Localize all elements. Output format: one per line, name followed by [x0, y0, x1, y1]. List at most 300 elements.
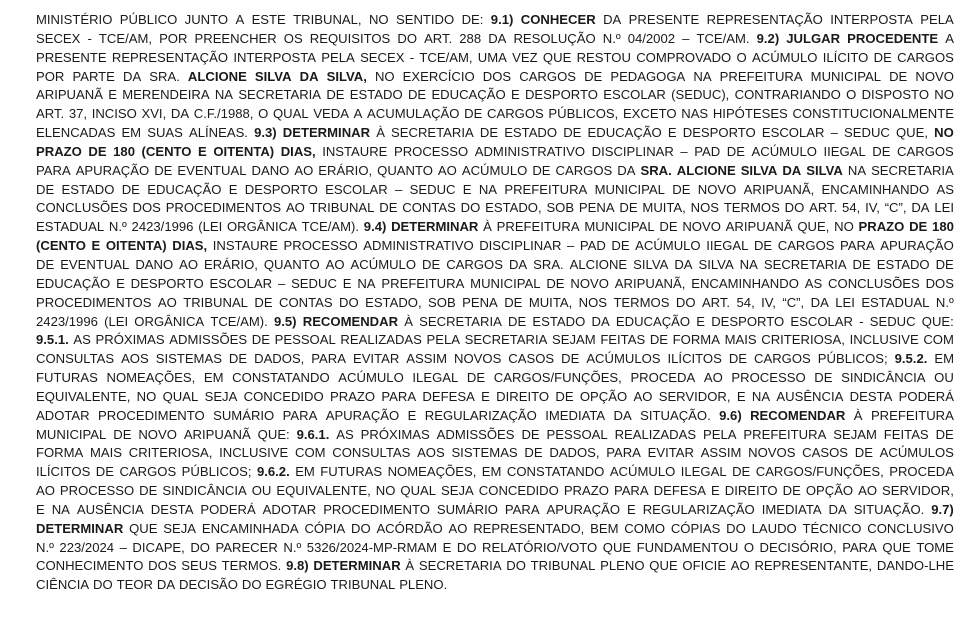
- word: NO: [136, 388, 157, 404]
- word: DISCIPLINAR: [591, 143, 674, 159]
- word: PÚBLICOS,: [548, 106, 619, 122]
- word: TEOR: [116, 577, 153, 593]
- word: QUE: [129, 520, 158, 536]
- word: AOS: [417, 445, 445, 461]
- word: CÓPIAS: [670, 520, 721, 536]
- word: FORMA: [36, 445, 84, 461]
- word: ERÁRIO,: [318, 162, 373, 178]
- word: (LEI: [104, 313, 129, 329]
- word: SITUAÇÃO.: [640, 407, 711, 423]
- word: AUSÊNCIA: [76, 501, 144, 517]
- word: ARIPUANÃ: [36, 87, 103, 103]
- word: PRESENTE: [36, 49, 107, 65]
- word: E: [667, 125, 677, 141]
- bold-word: PRAZO: [858, 219, 905, 235]
- word: AS: [804, 275, 823, 291]
- word: MUITA,: [528, 294, 573, 310]
- word: MAIS: [724, 332, 757, 348]
- word: PROCEDIMENTOS: [165, 200, 282, 216]
- word: NOVO: [682, 219, 721, 235]
- text-line: [36, 256, 954, 275]
- word: FUNDAMENTOU: [636, 539, 739, 555]
- word: DE: [479, 125, 499, 141]
- bold-word: CONHECER: [520, 12, 596, 27]
- bold-word: ALCIONE: [676, 162, 736, 178]
- word: MAIS: [90, 445, 123, 461]
- word: DE: [611, 238, 630, 254]
- word: TCE/AM).: [210, 313, 268, 329]
- word: SOB: [428, 294, 456, 310]
- word: EVENTUAL: [177, 162, 247, 178]
- word: PLENO: [600, 558, 645, 574]
- word: CRITERIOSA,: [761, 332, 845, 348]
- word: ACÚMULO: [461, 162, 528, 178]
- word: OU: [934, 370, 954, 386]
- word: FUTURAS: [320, 464, 383, 480]
- word: ESTADUAL: [861, 294, 930, 310]
- bold-word: 9.7): [931, 501, 954, 517]
- word: O: [846, 87, 857, 103]
- word: ACÓRDÃO: [376, 520, 443, 536]
- word: EM: [934, 351, 954, 367]
- word: ESCOLAR: [209, 275, 273, 291]
- word: SEJA: [441, 483, 474, 499]
- word: DE: [659, 219, 678, 235]
- word: RESTOU: [576, 49, 631, 65]
- word: SECRETARIA: [418, 558, 502, 574]
- word: MERENDEIRA: [122, 87, 210, 103]
- word: LEI: [934, 200, 954, 216]
- word: E: [108, 87, 117, 103]
- word: QUE,: [797, 219, 830, 235]
- bold-word: 9.6): [719, 407, 742, 423]
- word: 2423/1996: [36, 313, 98, 329]
- word: EDUCAÇÃO: [587, 125, 662, 141]
- bold-word: ALCIONE: [187, 68, 247, 84]
- word: CARGOS: [519, 68, 576, 84]
- word: ACÚMULO: [635, 238, 701, 254]
- word: 54,: [736, 294, 755, 310]
- word: AO: [285, 200, 305, 216]
- word: DE: [935, 256, 954, 272]
- word: SECRETARIA: [419, 313, 502, 329]
- word: INTERPOSTA: [233, 49, 317, 65]
- word: CONTAS: [279, 294, 333, 310]
- word: ADOTAR: [262, 501, 317, 517]
- word: UMA: [477, 49, 507, 65]
- word: ACÚMULOS: [879, 445, 954, 461]
- word: DE: [889, 68, 908, 84]
- word: PREFEITURA: [870, 407, 954, 423]
- word: PARA: [504, 501, 540, 517]
- word: ACÚMULOS: [586, 351, 661, 367]
- word: DOS: [132, 200, 161, 216]
- word: SEDUC: [844, 125, 890, 141]
- word: BEM: [590, 520, 619, 536]
- word: PREFEITURA: [381, 275, 465, 291]
- word: QUE: [882, 539, 911, 555]
- word: ESTADO: [61, 181, 115, 197]
- word: PROCEDA: [630, 370, 696, 386]
- word: SRA.: [533, 256, 564, 272]
- text-line: [36, 388, 954, 407]
- word: SECRETARIA: [238, 87, 322, 103]
- word: DA: [591, 313, 610, 329]
- word: DESPORTO: [524, 87, 598, 103]
- word: INCLUSIVE: [849, 332, 919, 348]
- word: EQUIVALENTE,: [276, 483, 371, 499]
- word: 2423/1996: [131, 219, 194, 235]
- word: DE: [154, 162, 173, 178]
- bold-word: E: [91, 238, 101, 254]
- word: DE: [521, 426, 540, 442]
- word: DE: [782, 483, 801, 499]
- bold-word: 180: [113, 143, 135, 159]
- bold-word: (CENTO: [36, 238, 86, 254]
- word: 5326/2024-MP-RMAM: [306, 539, 438, 555]
- word: DO: [460, 200, 481, 216]
- word: NO: [375, 483, 396, 499]
- word: A: [945, 30, 954, 46]
- word: E: [36, 501, 45, 517]
- word: ESTADO: [876, 256, 930, 272]
- word: EM: [295, 464, 315, 480]
- word: SUMÁRIO: [436, 501, 498, 517]
- word: EM: [121, 125, 142, 141]
- word: PARECER: [215, 539, 278, 555]
- word: ENCAMINHADA: [201, 520, 299, 536]
- word: E: [462, 181, 472, 197]
- word: AO: [179, 256, 199, 272]
- word: QUE:: [921, 313, 954, 329]
- word: -: [409, 49, 415, 65]
- bold-word: DIAS,: [280, 143, 316, 159]
- word: DESPORTO: [711, 313, 785, 329]
- bold-word: (CENTO: [141, 143, 192, 159]
- word: REPRESENTAÇÃO: [111, 49, 229, 65]
- word: DE:: [461, 12, 484, 27]
- word: ESTADO,: [485, 200, 542, 216]
- word: DE: [649, 332, 669, 348]
- word: NA: [751, 388, 771, 404]
- word: DESTA: [849, 388, 893, 404]
- bold-word: OITENTA): [213, 143, 275, 159]
- word: LEI: [835, 294, 855, 310]
- word: SEJA: [204, 388, 238, 404]
- word: ACÚMULO: [338, 370, 404, 386]
- word: PENA: [462, 294, 498, 310]
- word: SEDUC: [869, 313, 916, 329]
- word: AS: [73, 332, 91, 348]
- word: CARGOS: [487, 106, 544, 122]
- bold-word: 9.8): [286, 558, 309, 574]
- word: APURAÇÃO: [880, 238, 954, 254]
- word: CONSTATANDO: [506, 464, 605, 480]
- word: MUITA,: [642, 200, 686, 216]
- word: POR: [159, 30, 188, 46]
- word: PEDAGOGA: [610, 68, 686, 84]
- bold-word: E: [198, 143, 207, 159]
- word: XVI,: [141, 106, 167, 122]
- word: CIÊNCIA: [36, 577, 90, 593]
- word: CONTRARIANDO: [734, 87, 841, 103]
- word: O: [258, 106, 269, 122]
- word: DA: [613, 407, 632, 423]
- word: ACÚMULO: [350, 256, 417, 272]
- word: ILEGAL: [412, 370, 459, 386]
- word: AO: [325, 256, 345, 272]
- word: DO: [506, 558, 526, 574]
- word: LAUDO: [751, 520, 797, 536]
- word: O: [736, 49, 747, 65]
- word: PROCEDA: [889, 464, 954, 480]
- word: DE: [464, 106, 483, 122]
- word: À: [853, 407, 863, 423]
- word: PRESENTE: [628, 12, 700, 27]
- text-line: [36, 331, 954, 350]
- word: “C”,: [884, 200, 907, 216]
- word: DO: [241, 577, 262, 593]
- word: COM: [923, 332, 954, 348]
- word: DE: [872, 143, 891, 159]
- word: NOVO: [915, 68, 954, 84]
- word: O: [743, 539, 754, 555]
- word: DE: [466, 370, 486, 386]
- word: ESCOLAR: [603, 87, 666, 103]
- word: EM: [481, 464, 502, 480]
- text-line: [36, 501, 954, 520]
- word: NO: [834, 219, 854, 235]
- word: SEUS: [181, 558, 217, 574]
- word: ESCOLAR: [761, 125, 825, 141]
- word: DESTA: [150, 501, 194, 517]
- word: QUAL: [272, 106, 309, 122]
- word: SECRETARIA: [763, 256, 847, 272]
- word: ALCIONE: [569, 256, 628, 272]
- word: NOMEAÇÕES,: [387, 464, 477, 480]
- bold-word: SILVA,: [326, 68, 367, 84]
- word: TRIBUNAL: [309, 200, 375, 216]
- word: ADMISSÕES: [169, 332, 248, 348]
- bold-word: DETERMINAR: [36, 520, 124, 536]
- word: PÚBLICO: [119, 12, 178, 27]
- word: DOS: [148, 558, 177, 574]
- word: DA: [508, 256, 528, 272]
- word: DE: [326, 87, 345, 103]
- word: DECISÓRIO,: [759, 539, 837, 555]
- text-line: [36, 294, 954, 313]
- word: DE: [251, 332, 270, 348]
- word: IMEDIATA: [545, 407, 606, 423]
- word: PAD: [694, 143, 721, 159]
- word: RESOLUÇÃO: [513, 30, 596, 46]
- word: NA: [693, 68, 712, 84]
- word: E: [116, 275, 125, 291]
- word: IIEGAL: [823, 143, 866, 159]
- word: SECRETARIA: [391, 125, 474, 141]
- word: PARA: [36, 162, 71, 178]
- word: COM: [294, 445, 326, 461]
- word: MINISTÉRIO: [36, 12, 113, 27]
- text-line: [36, 143, 954, 162]
- word: (LEI: [198, 219, 223, 235]
- word: PREFEITURA: [496, 219, 580, 235]
- bold-word: 9.5.1.: [36, 332, 69, 348]
- word: ESTADUAL: [36, 219, 105, 235]
- word: DOS: [482, 68, 512, 84]
- word: REPRESENTANTE,: [754, 558, 873, 574]
- word: NA: [478, 181, 498, 197]
- word: SEJAM: [833, 426, 877, 442]
- word: ERÁRIO,: [204, 256, 258, 272]
- word: DA: [122, 68, 142, 84]
- word: SUAS: [147, 125, 183, 141]
- word: EXCETO: [622, 106, 677, 122]
- word: CRITERIOSA,: [128, 445, 213, 461]
- word: N.º: [283, 539, 302, 555]
- word: -: [859, 313, 864, 329]
- word: CASOS: [802, 445, 849, 461]
- word: OPÇÃO: [579, 388, 628, 404]
- word: NOMEAÇÕES,: [106, 370, 196, 386]
- text-line: [36, 237, 954, 256]
- word: PROCEDIMENTO: [98, 407, 205, 423]
- word: DA: [170, 106, 190, 122]
- text-line: [36, 68, 954, 87]
- word: OFICIE: [682, 558, 727, 574]
- word: AUSÊNCIA: [776, 388, 844, 404]
- word: QUE,: [895, 125, 928, 141]
- word: REPRESENTAÇÃO: [706, 12, 823, 27]
- word: DE: [228, 351, 248, 367]
- word: DANO: [251, 162, 290, 178]
- word: TRIBUNAL: [330, 577, 396, 593]
- text-line: [36, 11, 954, 30]
- word: DADOS,: [254, 351, 305, 367]
- word: QUANTO: [263, 256, 320, 272]
- word: QUE:: [257, 426, 290, 442]
- word: NA: [739, 256, 758, 272]
- word: ART.: [36, 106, 65, 122]
- text-line: [36, 350, 954, 369]
- word: POR: [36, 68, 65, 84]
- word: INCISO: [91, 106, 137, 122]
- word: SOB: [546, 200, 575, 216]
- word: COMO: [624, 520, 666, 536]
- bold-word: PROCEDENTE: [847, 30, 939, 46]
- word: DO: [93, 577, 113, 593]
- word: PROCEDIMENTO: [323, 501, 430, 517]
- word: TERMOS.: [221, 558, 282, 574]
- word: QUE: [649, 558, 678, 574]
- word: -: [87, 30, 92, 46]
- word: ARIPUANÃ: [725, 219, 793, 235]
- word: DE: [561, 351, 580, 367]
- text-line: [36, 557, 954, 576]
- bold-word: RECOMENDAR: [302, 313, 399, 329]
- word: PODERÁ: [898, 388, 954, 404]
- word: E: [627, 501, 636, 517]
- word: PARA: [842, 539, 877, 555]
- word: NOVO: [697, 181, 737, 197]
- word: MUNICIPAL: [594, 181, 665, 197]
- word: DO: [675, 294, 696, 310]
- word: AO: [703, 370, 723, 386]
- word: NO: [368, 12, 389, 27]
- word: CARGOS/FUNÇÕES,: [493, 370, 622, 386]
- word: PREFEITURA: [743, 426, 827, 442]
- word: PRAZO: [330, 388, 376, 404]
- word: AO: [157, 294, 177, 310]
- word: DA: [603, 12, 622, 27]
- word: PREENCHER: [194, 30, 277, 46]
- word: CARGOS/FUNÇÕES,: [755, 464, 884, 480]
- word: DA: [911, 200, 930, 216]
- word: –: [680, 143, 688, 159]
- word: ILÍCITOS: [36, 464, 91, 480]
- bold-word: 9.5.2.: [894, 351, 928, 367]
- word: ARIPUANÃ: [183, 426, 251, 442]
- text-line: [36, 49, 954, 68]
- word: AO: [36, 483, 55, 499]
- word: DESPORTO: [244, 181, 318, 197]
- word: DO: [726, 520, 746, 536]
- text-line: [36, 218, 954, 237]
- word: APURAÇÃO: [75, 162, 150, 178]
- bold-word: DIAS,: [172, 238, 208, 254]
- word: NA: [214, 87, 234, 103]
- word: IV,: [761, 294, 776, 310]
- word: FEITAS: [883, 426, 929, 442]
- word: ESTADO: [532, 313, 586, 329]
- word: ASSIM: [406, 351, 448, 367]
- word: ARIPUANÃ,: [743, 181, 815, 197]
- word: SERVIDOR,: [658, 388, 731, 404]
- word: DA: [674, 256, 693, 272]
- bold-word: 9.5): [273, 313, 297, 329]
- word: À: [405, 558, 415, 574]
- word: ADMINISTRATIVO: [363, 238, 474, 254]
- word: COMPROVADO: [636, 49, 732, 65]
- word: SECEX: [360, 49, 405, 65]
- word: AO: [633, 388, 653, 404]
- word: SINDICÂNCIA: [162, 483, 247, 499]
- word: ILEGAL: [680, 464, 727, 480]
- word: DESPORTO: [682, 125, 756, 141]
- word: TOME: [916, 539, 954, 555]
- word: OS: [283, 30, 303, 46]
- word: PREFEITURA: [504, 181, 588, 197]
- word: INCLUSIVE: [219, 445, 289, 461]
- word: EVENTUAL: [60, 256, 130, 272]
- word: “C”,: [782, 294, 805, 310]
- word: EDUCAÇÃO: [147, 181, 222, 197]
- word: ESCOLAR: [325, 181, 388, 197]
- word: NA: [357, 275, 376, 291]
- word: DE: [854, 445, 873, 461]
- word: ENCAMINHANDO: [821, 181, 930, 197]
- word: PROCESSO: [731, 370, 806, 386]
- word: REALIZADAS: [340, 332, 422, 348]
- bold-word: SRA.: [640, 162, 672, 178]
- word: PESSOAL: [546, 426, 608, 442]
- word: DE: [726, 143, 745, 159]
- bold-word: 9.1): [490, 12, 514, 27]
- word: EQUIVALENTE,: [36, 388, 131, 404]
- word: DA: [828, 501, 847, 517]
- word: REQUISITOS: [309, 30, 391, 46]
- word: DE: [121, 181, 140, 197]
